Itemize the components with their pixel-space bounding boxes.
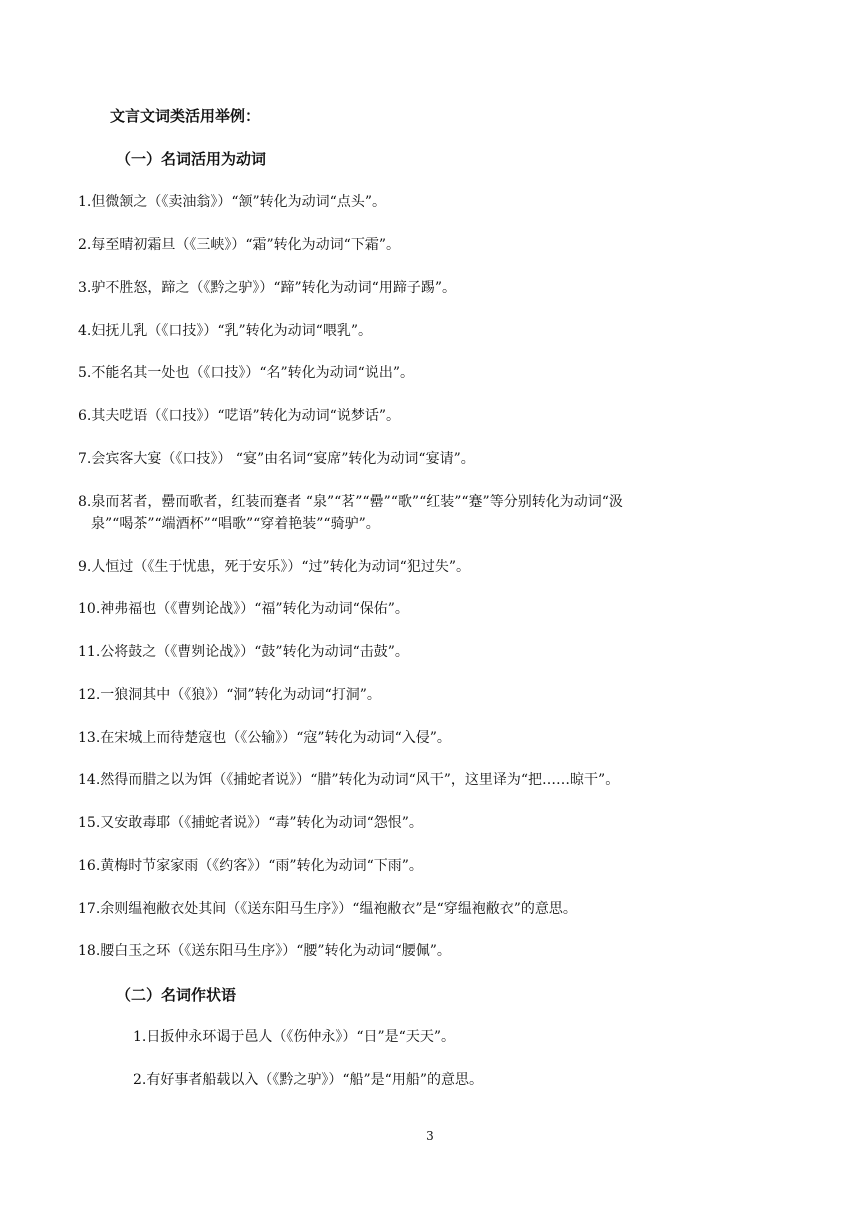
list-item: 18.腰白玉之环（《送东阳马生序》）“腰”转化为动词“腰佩”。 — [78, 943, 451, 959]
list-item-multiline — [78, 491, 798, 535]
list-item: 1.但微颔之（《卖油翁》）“颔”转化为动词“点头”。 — [78, 194, 386, 210]
list-item: 9.人恒过（《生于忧患，死于安乐》）“过”转化为动词“犯过失”。 — [78, 559, 470, 575]
list-item: 10.神弗福也（《曹刿论战》）“福”转化为动词“保佑”。 — [78, 601, 409, 617]
list-item: 5.不能名其一处也（《口技》）“名”转化为动词“说出”。 — [78, 365, 414, 381]
section-heading-noun-as-adverbial: （二）名词作状语 — [116, 986, 237, 1004]
list-item: 2.每至晴初霜旦（《三峡》）“霜”转化为动词“下霜”。 — [78, 237, 400, 253]
list-item: 17.余则缊袍敝衣处其间（《送东阳马生序》）“缊袍敝衣”是“穿缊袍敝衣”的意思。 — [78, 901, 577, 917]
list-item: 7.会宾客大宴（《口技》） “宴”由名词“宴席”转化为动词“宴请”。 — [78, 451, 475, 467]
list-item: 14.然得而腊之以为饵（《捕蛇者说》）“腊”转化为动词“风干”，这里译为“把……晾干”。 — [78, 772, 620, 788]
list-item: 15.又安敢毒耶（《捕蛇者说》）“毒”转化为动词“怨恨”。 — [78, 815, 423, 831]
list-item: 2.有好事者船载以入（《黔之驴》）“船”是“用船”的意思。 — [133, 1072, 483, 1088]
section-heading-noun-as-verb: （一）名词活用为动词 — [116, 150, 267, 168]
list-item: 11.公将鼓之（《曹刿论战》）“鼓”转化为动词“击鼓”。 — [78, 644, 409, 660]
list-item-line-1: 8.泉而茗者，罍而歌者，红装而蹇者 “泉”“茗”“罍”“歌”“红装”“蹇”等分别转化为动词“汲 — [78, 494, 623, 510]
list-item: 3.驴不胜怒，蹄之（《黔之驴》）“蹄”转化为动词“用蹄子踢”。 — [78, 280, 456, 296]
list-item: 4.妇抚儿乳（《口技》）“乳”转化为动词“喂乳”。 — [78, 323, 372, 339]
list-item: 12.一狼洞其中（《狼》）“洞”转化为动词“打洞”。 — [78, 687, 381, 703]
list-item: 1.日扳仲永环谒于邑人（《伤仲永》）“日”是“天天”。 — [133, 1029, 455, 1045]
document-title: 文言文词类活用举例： — [110, 107, 261, 125]
list-item: 16.黄梅时节家家雨（《约客》）“雨”转化为动词“下雨”。 — [78, 858, 423, 874]
list-item: 13.在宋城上而待楚寇也（《公输》）“寇”转化为动词“入侵”。 — [78, 730, 451, 746]
page-number: 3 — [426, 1129, 434, 1143]
list-item: 6.其夫呓语（《口技》）“呓语”转化为动词“说梦话”。 — [78, 408, 400, 424]
list-item-line-2: 泉”“喝茶”“端酒杯”“唱歌”“穿着艳装”“骑驴”。 — [91, 516, 380, 532]
